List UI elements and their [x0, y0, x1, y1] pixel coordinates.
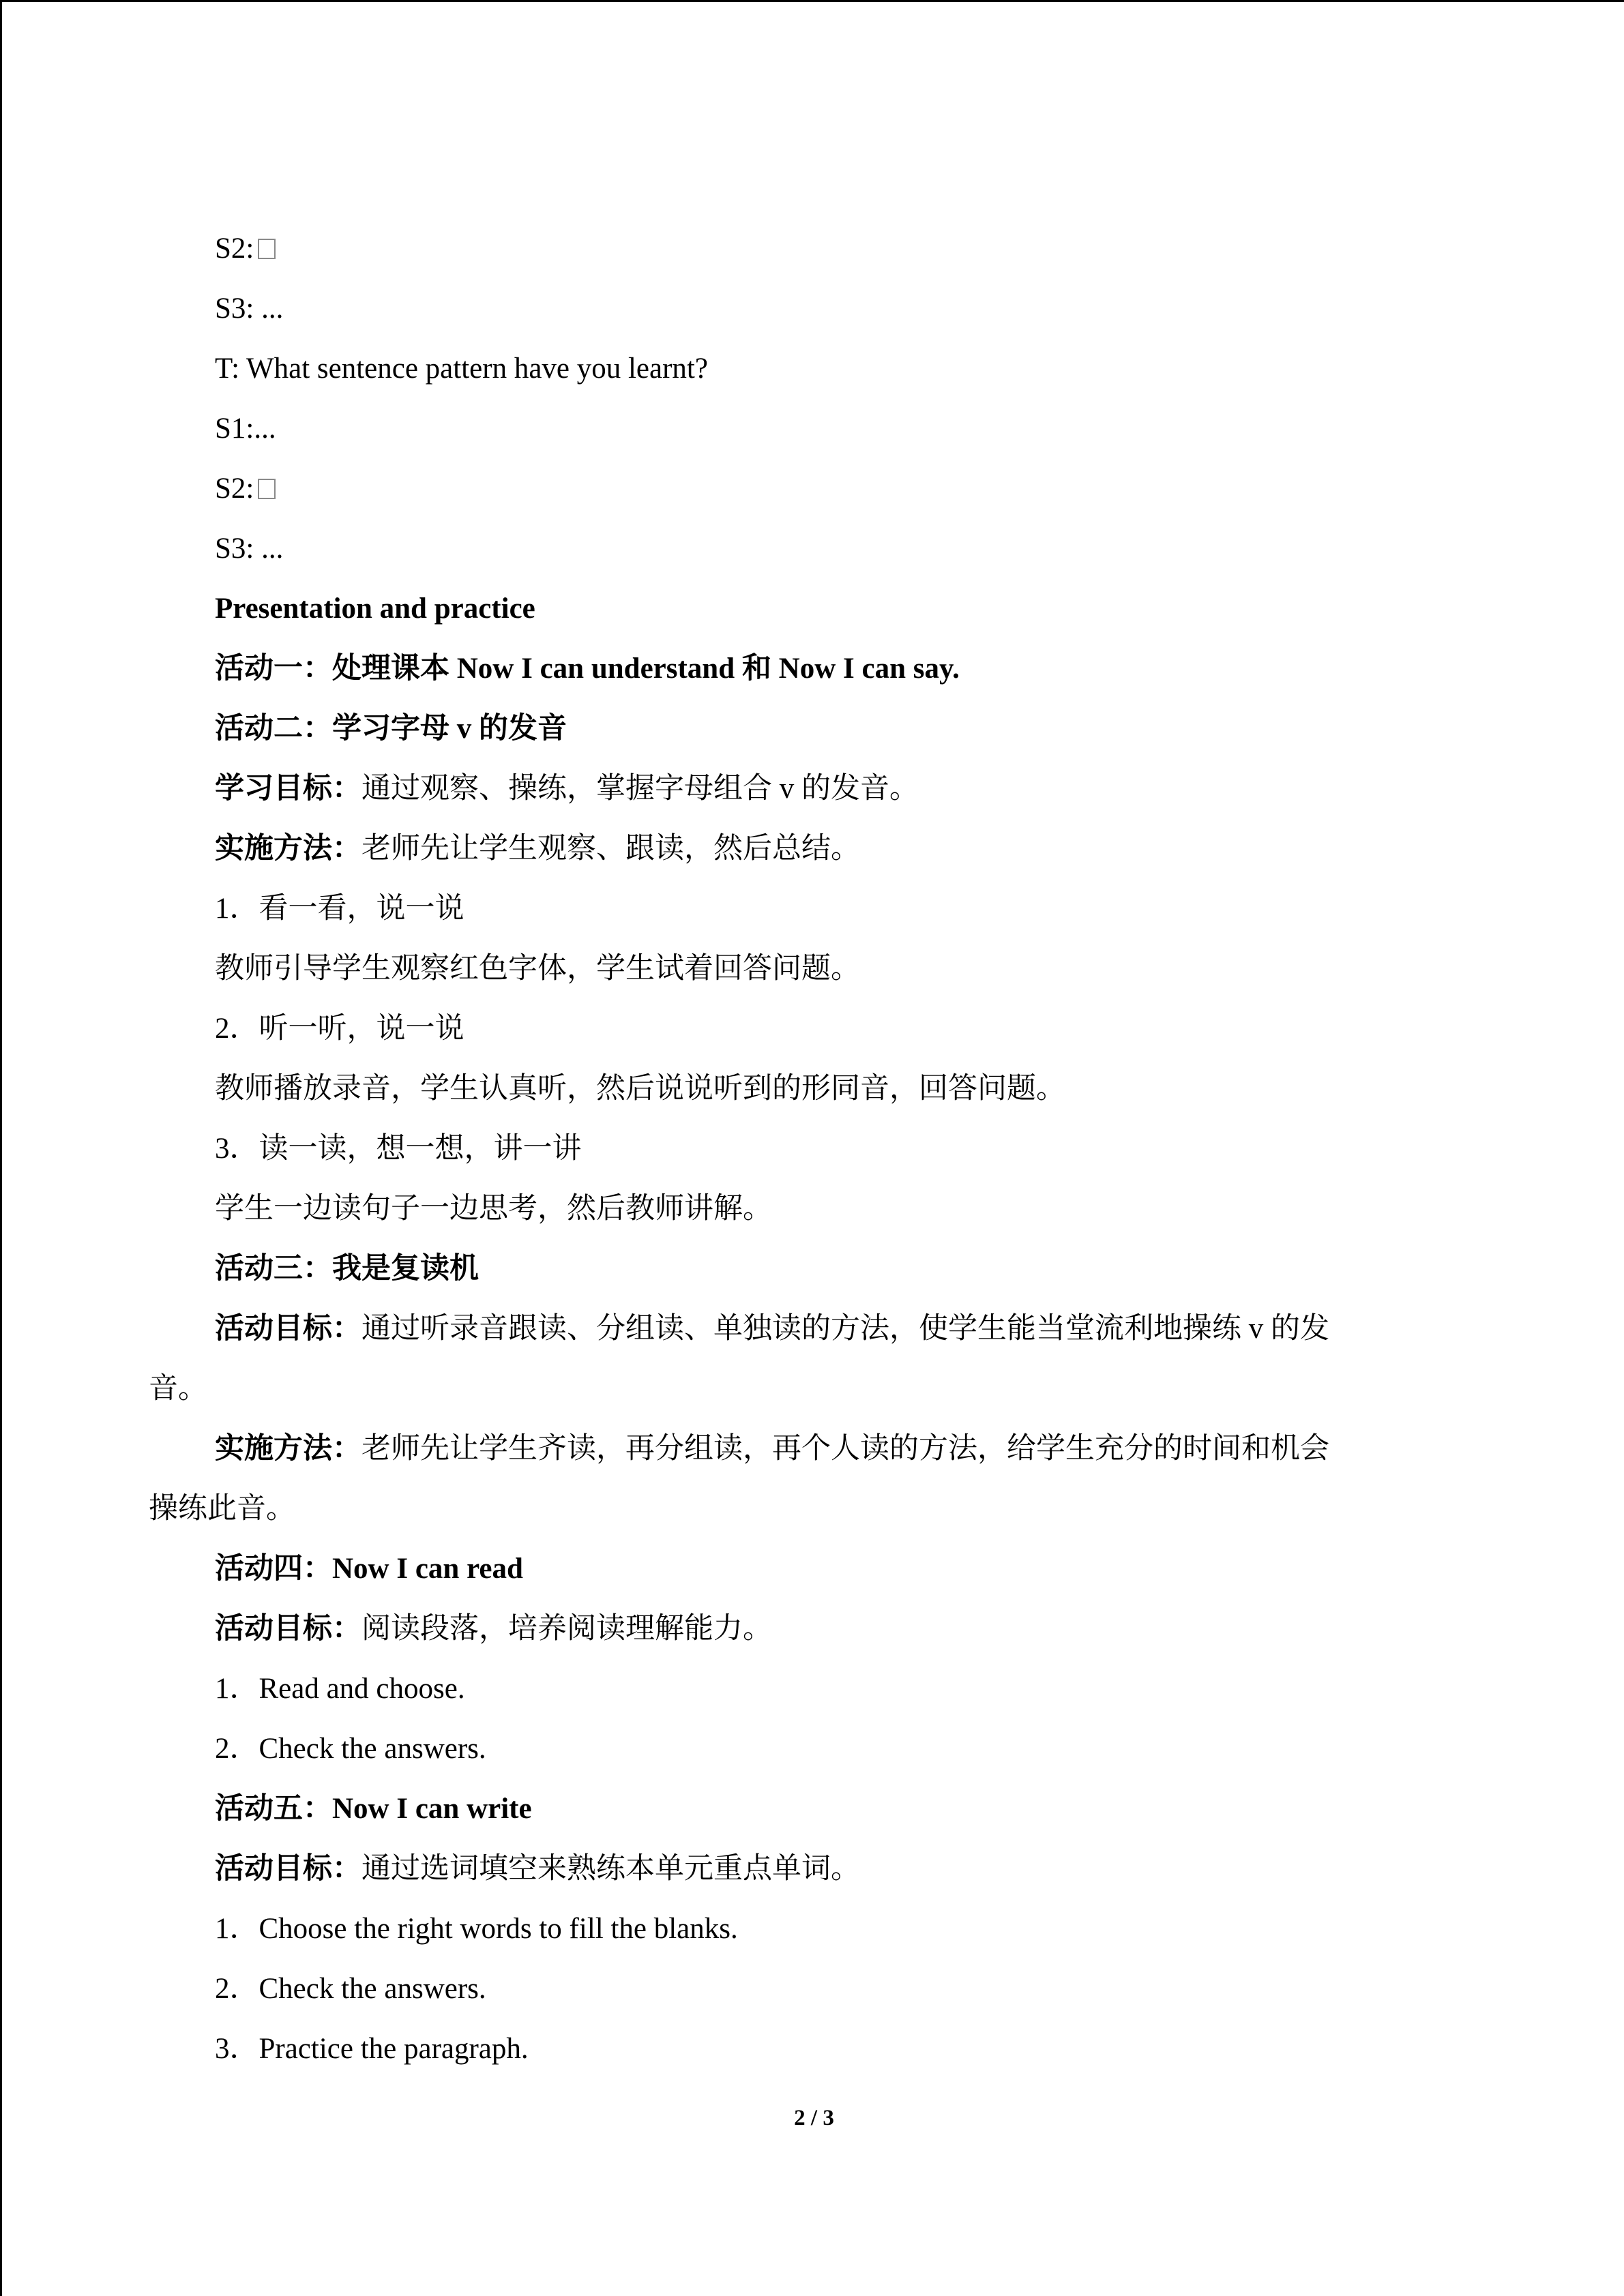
step-description: 学生一边读句子一边思考，然后教师讲解。 [215, 1193, 772, 1225]
step-item: 3．读一读，想一想，讲一讲 [215, 1133, 582, 1165]
step-item: 1．Choose the right words to fill the blanks. [215, 1913, 738, 1945]
objective-text: 阅读段落，培养阅读理解能力。 [361, 1613, 772, 1645]
objective-line [149, 759, 1464, 819]
step-item: 2．Check the answers. [215, 1733, 486, 1765]
method-line [149, 1419, 1464, 1479]
dialogue-line: S3: ... [215, 293, 284, 325]
step-description: 教师引导学生观察红色字体，学生试着回答问题。 [215, 953, 860, 985]
step-item: 1．看一看，说一说 [215, 893, 464, 925]
dialogue-line: S1:... [215, 413, 276, 445]
method-label: 实施方法： [215, 833, 361, 865]
method-text: 老师先让学生齐读，再分组读，再个人读的方法，给学生充分的时间和机会 [361, 1433, 1329, 1465]
dialogue-line: T: What sentence pattern have you learnt? [215, 353, 708, 385]
document-body [149, 219, 1464, 2079]
activity-heading: 活动五：Now I can write [215, 1793, 532, 1825]
activity-heading: 活动三：我是复读机 [215, 1253, 479, 1285]
objective-text: 通过听录音跟读、分组读、单独读的方法，使学生能当堂流利地操练 v 的发 [361, 1313, 1329, 1345]
missing-glyph-box [258, 479, 276, 499]
step-item: 2．听一听，说一说 [215, 1013, 464, 1045]
activity-heading: 活动四：Now I can read [215, 1553, 523, 1585]
activity-heading: 活动二：学习字母 v 的发音 [215, 713, 567, 745]
objective-text: 通过选词填空来熟练本单元重点单词。 [361, 1853, 860, 1885]
objective-label: 活动目标： [215, 1313, 361, 1345]
method-label: 实施方法： [215, 1433, 361, 1465]
dialogue-line: S3: ... [215, 533, 284, 565]
step-item: 3．Practice the paragraph. [215, 2033, 529, 2065]
step-item: 1．Read and choose. [215, 1673, 465, 1705]
step-item: 2．Check the answers. [215, 1973, 486, 2005]
objective-label: 活动目标： [215, 1613, 361, 1645]
dialogue-line [149, 459, 1464, 519]
missing-glyph-box [258, 239, 276, 259]
objective-line [149, 1599, 1464, 1659]
objective-continuation: 音。 [149, 1373, 207, 1405]
step-description: 教师播放录音，学生认真听，然后说说听到的形同音，回答问题。 [215, 1073, 1065, 1105]
section-heading: Presentation and practice [215, 593, 535, 625]
activity-heading: 活动一：处理课本 Now I can understand 和 Now I can say. [215, 653, 960, 685]
dialogue-text: S2: [215, 233, 254, 265]
objective-line [149, 1839, 1464, 1899]
objective-line [149, 1299, 1464, 1359]
method-line [149, 819, 1464, 879]
dialogue-text: S2: [215, 473, 254, 505]
dialogue-line [149, 219, 1464, 279]
objective-label: 学习目标： [215, 773, 361, 805]
objective-text: 通过观察、操练，掌握字母组合 v 的发音。 [361, 773, 919, 805]
page-number: 2 / 3 [794, 2106, 834, 2130]
method-text: 老师先让学生观察、跟读，然后总结。 [361, 833, 860, 865]
objective-label: 活动目标： [215, 1853, 361, 1885]
method-continuation: 操练此音。 [149, 1493, 295, 1525]
